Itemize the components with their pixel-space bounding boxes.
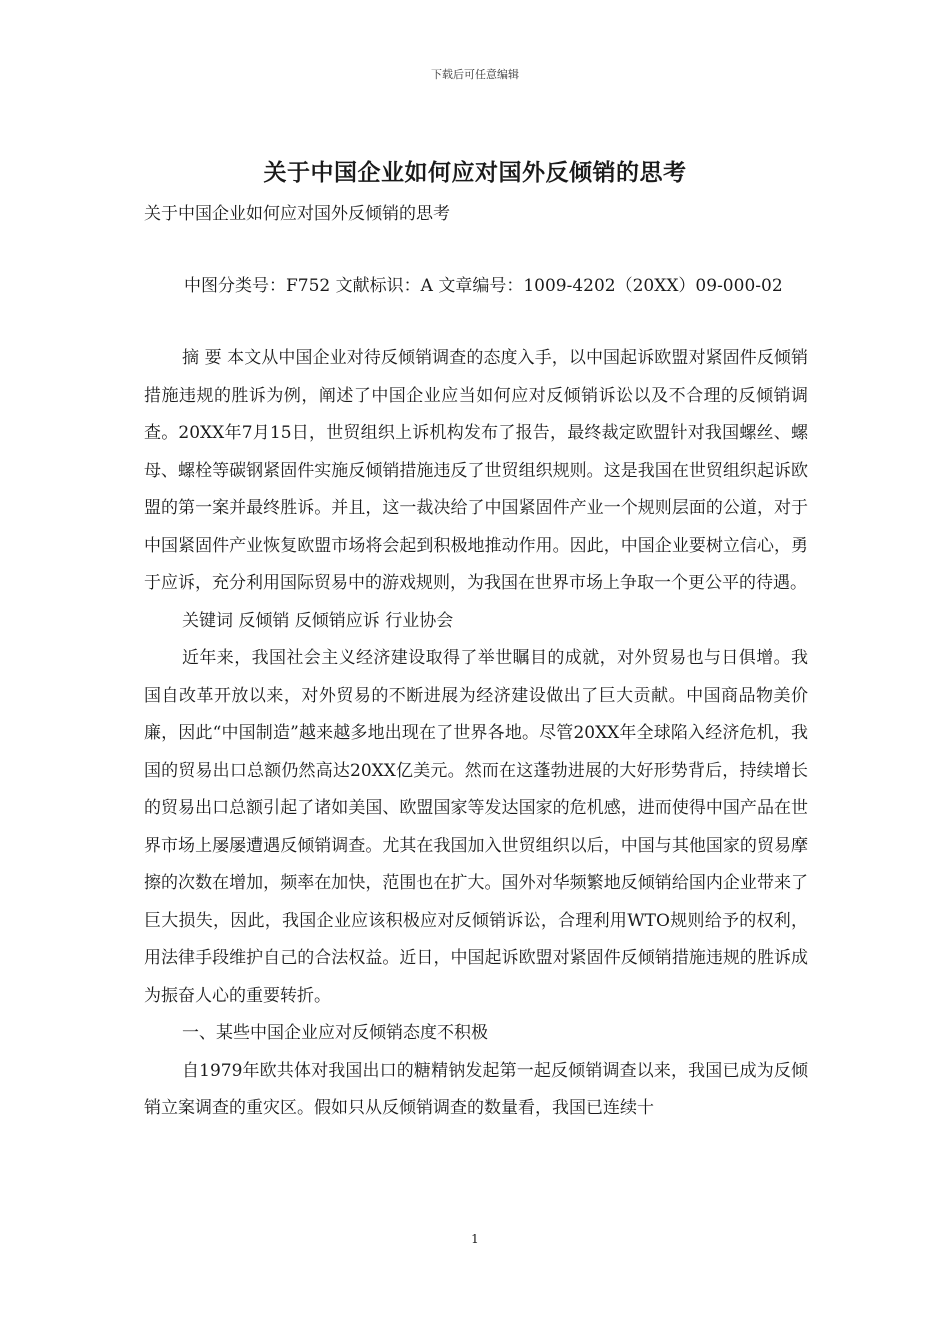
classification-line: 中图分类号：F752 文献标识：A 文章编号：1009-4202（20XX）09-000-02: [184, 276, 783, 296]
intro-paragraph: 近年来，我国社会主义经济建设取得了举世瞩目的成就，对外贸易也与日俱增。我国自改革开放以来，对外贸易的不断进展为经济建设做出了巨大贡献。中国商品物美价廉，因此“中国制造”越来越多地出现在了世界各地。尽管20XX年全球陷入经济危机，我国的贸易出口总额仍然高达20XX亿美元。然而在这蓬勃进展的大好形势背后，持续增长的贸易出口总额引起了诸如美国、欧盟国家等发达国家的危机感，进而使得中国产品在世界市场上屡屡遭遇反倾销调查。尤其在我国加入世贸组织以后，中国与其他国家的贸易摩擦的次数在增加，频率在加快，范围也在扩大。国外对华频繁地反倾销给国内企业带来了巨大损失，因此，我国企业应该积极应对反倾销诉讼，合理利用WTO规则给予的权利，用法律手段维护自己的合法权益。近日，中国起诉欧盟对紧固件反倾销措施违规的胜诉成为振奋人心的重要转折。: [144, 648, 808, 1006]
section-heading: 一、某些中国企业应对反倾销态度不积极: [182, 1023, 488, 1043]
document-body: [144, 340, 808, 1128]
document-title: 关于中国企业如何应对国外反倾销的思考: [263, 159, 687, 186]
keywords-paragraph: 关键词 反倾销 反倾销应诉 行业协会: [182, 610, 454, 631]
abstract-paragraph: 摘 要 本文从中国企业对待反倾销调查的态度入手，以中国起诉欧盟对紧固件反倾销措施违规的胜诉为例，阐述了中国企业应当如何应对反倾销诉讼以及不合理的反倾销调查。20XX年7月15日，世贸组织上诉机构发布了报告，最终裁定欧盟针对我国螺丝、螺母、螺栓等碳钢紧固件实施反倾销措施违反了世贸组织规则。这是我国在世贸组织起诉欧盟的第一案并最终胜诉。并且，这一裁决给了中国紧固件产业一个规则层面的公道，对于中国紧固件产业恢复欧盟市场将会起到积极地推动作用。因此，中国企业要树立信心，勇于应诉，充分利用国际贸易中的游戏规则，为我国在世界市场上争取一个更公平的待遇。: [144, 348, 808, 593]
section-paragraph: 自1979年欧共体对我国出口的糖精钠发起第一起反倾销调查以来，我国已成为反倾销立案调查的重灾区。假如只从反倾销调查的数量看，我国已连续十: [144, 1060, 808, 1118]
page-number: 1: [471, 1232, 479, 1246]
document-subtitle: 关于中国企业如何应对国外反倾销的思考: [144, 204, 450, 224]
page-header-note: 下载后可任意编辑: [431, 68, 519, 81]
